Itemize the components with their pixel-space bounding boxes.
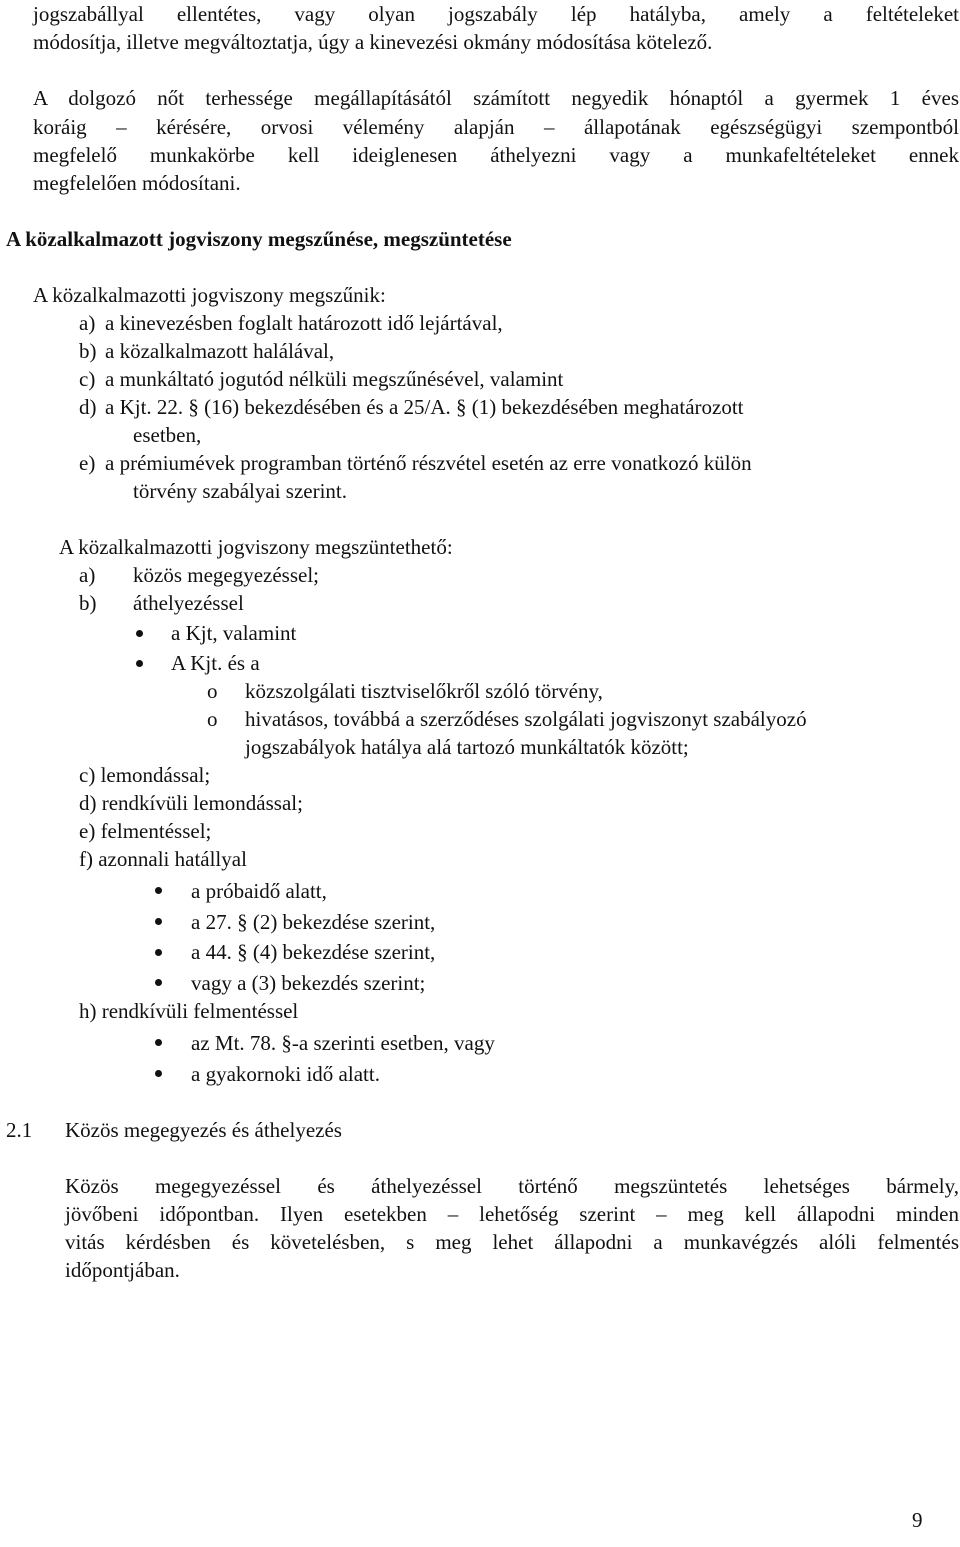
dismissal-b-sub-2-cont: jogszabályok hatálya alá tartozó munkáltatók között;: [245, 735, 689, 759]
dismissal-item-h: h) rendkívüli felmentéssel: [79, 999, 299, 1023]
termination-item-d-cont: esetben,: [133, 423, 202, 447]
termination-item-e-cont: törvény szabályai szerint.: [133, 479, 347, 503]
page-number: 9: [912, 1508, 923, 1532]
termination-item-e-label: e): [79, 451, 96, 475]
bullet-icon: [136, 630, 143, 637]
pregnancy-line-2: koráig – kérésére, orvosi vélemény alapján – állapotának egészségügyi szempontból: [33, 115, 959, 139]
pregnancy-line-4: megfelelően módosítani.: [33, 171, 241, 195]
dismissal-f-bullet-2: a 27. § (2) bekezdése szerint,: [191, 910, 436, 934]
termination-item-a-text: a kinevezésben foglalt határozott idő lejártával,: [105, 311, 503, 335]
termination-item-b-text: a közalkalmazott halálával,: [105, 339, 335, 363]
dismissal-item-f: f) azonnali hatállyal: [79, 847, 247, 871]
dismissal-item-d: d) rendkívüli lemondással;: [79, 791, 303, 815]
subsection-title: Közös megegyezés és áthelyezés: [65, 1118, 342, 1142]
dismissal-item-e: e) felmentéssel;: [79, 819, 212, 843]
termination-item-d-label: d): [79, 395, 97, 419]
dismissal-b-bullet-1: a Kjt, valamint: [171, 621, 297, 645]
dismissal-b-sub-2: hivatásos, továbbá a szerződéses szolgálati jogviszonyt szabályozó: [245, 707, 807, 731]
circle-bullet-icon: o: [207, 679, 218, 703]
subsection-number: 2.1: [6, 1118, 33, 1142]
dismissal-item-a-text: közös megegyezéssel;: [133, 563, 320, 587]
termination-item-a-label: a): [79, 311, 96, 335]
termination-item-c-label: c): [79, 367, 96, 391]
bullet-icon: [155, 949, 162, 956]
dismissal-item-b-text: áthelyezéssel: [133, 591, 244, 615]
dismissal-item-a-label: a): [79, 563, 96, 587]
intro-line-2: módosítja, illetve megváltoztatja, úgy a kinevezési okmány módosítása kötelező.: [33, 30, 713, 54]
dismissal-item-b-label: b): [79, 591, 97, 615]
bullet-icon: [155, 1039, 162, 1046]
circle-bullet-icon: o: [207, 707, 218, 731]
termination-item-d-text: a Kjt. 22. § (16) bekezdésében és a 25/A. § (1) bekezdésében meghatározott: [105, 395, 744, 419]
pregnancy-line-1: A dolgozó nőt terhessége megállapításától számított negyedik hónaptól a gyermek 1 éves: [33, 86, 959, 110]
termination-intro: A közalkalmazotti jogviszony megszűnik:: [33, 283, 386, 307]
dismissal-f-bullet-1: a próbaidő alatt,: [191, 879, 327, 903]
intro-line-1: jogszabállyal ellentétes, vagy olyan jogszabály lép hatályba, amely a feltételeket: [33, 2, 959, 26]
bullet-icon: [155, 918, 162, 925]
termination-item-e-text: a prémiumévek programban történő részvétel esetén az erre vonatkozó külön: [105, 451, 752, 475]
bullet-icon: [155, 979, 162, 986]
dismissal-intro: A közalkalmazotti jogviszony megszüntethető:: [59, 535, 453, 559]
dismissal-f-bullet-3: a 44. § (4) bekezdése szerint,: [191, 940, 436, 964]
dismissal-h-bullet-2: a gyakornoki idő alatt.: [191, 1062, 380, 1086]
bullet-icon: [155, 1070, 162, 1077]
subsection-line-1: Közös megegyezéssel és áthelyezéssel történő megszüntetés lehetséges bármely,: [65, 1174, 959, 1198]
bullet-icon: [136, 660, 143, 667]
section-heading: A közalkalmazott jogviszony megszűnése, megszüntetése: [6, 227, 512, 251]
dismissal-item-c: c) lemondással;: [79, 763, 211, 787]
subsection-line-4: időpontjában.: [65, 1258, 180, 1282]
termination-item-b-label: b): [79, 339, 97, 363]
dismissal-f-bullet-4: vagy a (3) bekezdés szerint;: [191, 971, 426, 995]
bullet-icon: [155, 887, 162, 894]
subsection-line-2: jövőbeni időpontban. Ilyen esetekben – lehetőség szerint – meg kell állapodni minden: [65, 1202, 959, 1226]
subsection-line-3: vitás kérdésben és követelésben, s meg lehet állapodni a munkavégzés alóli felmentés: [65, 1230, 959, 1254]
pregnancy-line-3: megfelelő munkakörbe kell ideiglenesen áthelyezni vagy a munkafeltételeket ennek: [33, 143, 959, 167]
dismissal-b-bullet-2: A Kjt. és a: [171, 651, 260, 675]
termination-item-c-text: a munkáltató jogutód nélküli megszűnésével, valamint: [105, 367, 564, 391]
dismissal-h-bullet-1: az Mt. 78. §-a szerinti esetben, vagy: [191, 1031, 495, 1055]
dismissal-b-sub-1: közszolgálati tisztviselőkről szóló törvény,: [245, 679, 603, 703]
